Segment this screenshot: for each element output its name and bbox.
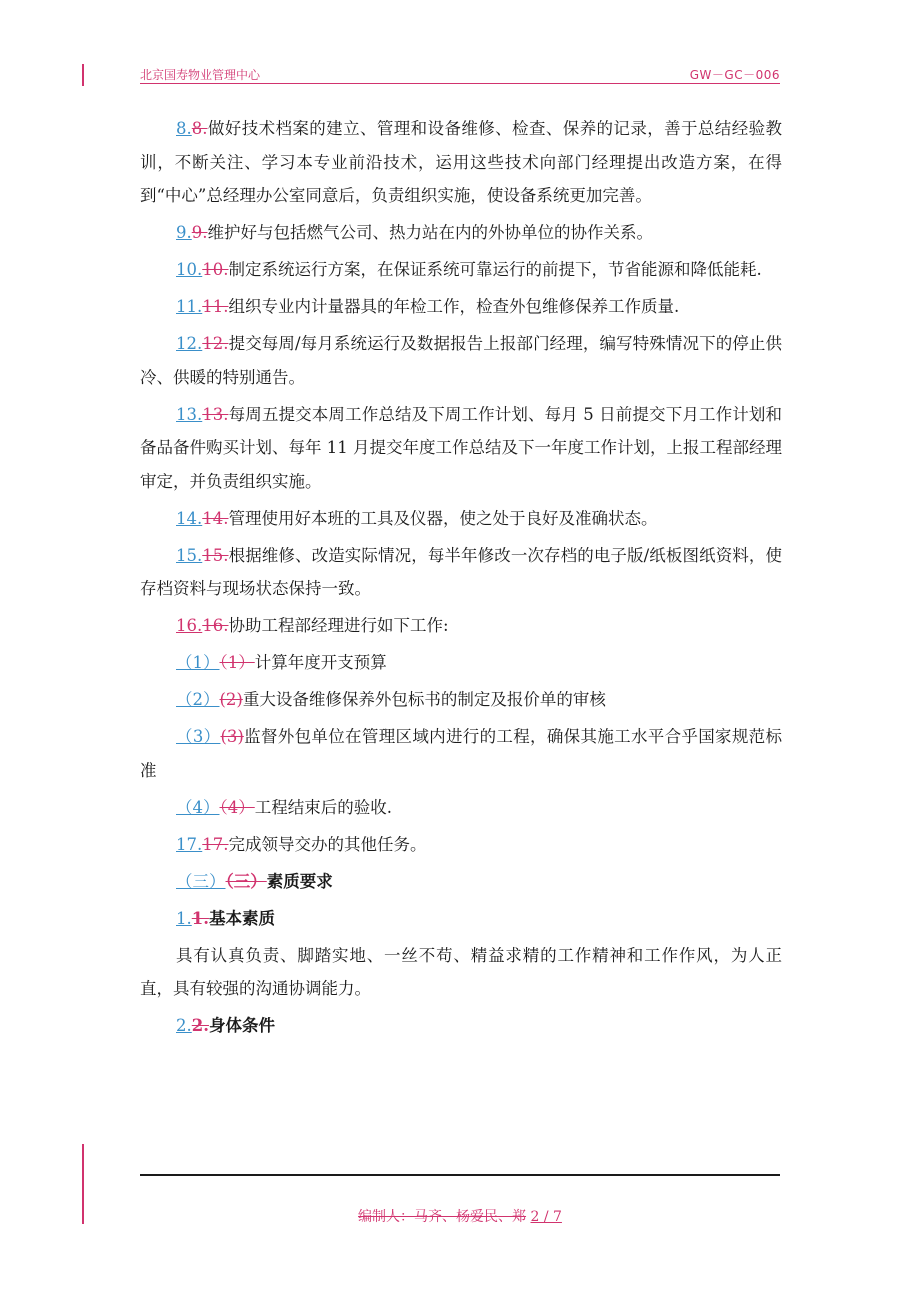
subsection-title: 基本素质 [208,908,275,928]
deleted-number: 12. [202,334,229,353]
inserted-number: （三） [176,871,226,891]
item-text: 管理使用好本班的工具及仪器，使之处于良好及准确状态。 [228,508,658,528]
section-title: 素质要求 [266,871,333,891]
deleted-number: 8. [191,119,208,138]
inserted-number: 2. [176,1016,192,1035]
deleted-number: (2) [219,690,243,709]
item-text: 工程结束后的验收. [254,797,392,817]
section-heading [140,865,782,899]
sub-list-item [140,683,782,717]
deleted-number: 2. [191,1016,209,1035]
item-text: 提交每周/每月系统运行及数据报告上报部门经理，编写特殊情况下的停止供冷、供暖的特别通告。 [140,334,782,387]
inserted-number: （3） [176,727,221,746]
inserted-number: 1. [176,908,192,928]
deleted-number: （1） [219,653,255,672]
list-item [140,253,782,287]
list-item [140,216,782,250]
deleted-number: 9. [191,223,208,242]
inserted-number: 13. [176,404,203,424]
inserted-number: 12. [176,334,203,353]
inserted-number: 16. [176,616,203,635]
deleted-number: 14. [202,508,229,528]
header-organization: 北京国寿物业管理中心 [140,68,261,82]
deleted-number: 17. [202,834,229,854]
inserted-number: （2） [176,690,220,709]
deleted-number: (3) [220,727,244,746]
inserted-number: 10. [176,260,203,279]
item-text: 监督外包单位在管理区域内进行的工程，确保其施工水平合乎国家规范标准 [140,727,782,780]
page-number: 2 / 7 [530,1209,562,1225]
header-doc-code: GW－GC－006 [689,68,780,82]
inserted-number: 14. [176,508,203,528]
deleted-number: 1. [191,908,209,928]
list-item [140,112,782,213]
subsection-heading [140,1009,782,1043]
sub-list-item [140,720,782,787]
item-text: 计算年度开支预算 [254,653,387,672]
item-text: 完成领导交办的其他任务。 [228,834,427,854]
list-item [140,828,782,862]
deleted-number: （4） [219,797,255,817]
list-item [140,502,782,536]
deleted-number: 11. [202,297,229,316]
margin-mark-top [82,64,84,86]
deleted-number: 13. [202,404,229,424]
item-text: 做好技术档案的建立、管理和设备维修、检查、保养的记录，善于总结经验教训，不断关注、学习本专业前沿技术，运用这些技术向部门经理提出改造方案，在得到“中心”总经理办公室同意后，负责组织实施，使设备系统更加完善。 [140,119,782,205]
page-header [140,66,780,84]
item-text: 根据维修、改造实际情况，每半年修改一次存档的电子版/纸板图纸资料，使存档资料与现场状态保持一致。 [140,545,782,598]
deleted-number: 16. [202,616,229,635]
sub-list-item [140,791,782,825]
item-text: 重大设备维修保养外包标书的制定及报价单的审核 [242,690,606,709]
list-item [140,539,782,606]
inserted-number: 17. [176,834,203,854]
document-body [140,112,782,1046]
inserted-number: （4） [176,797,220,817]
subsection-title: 身体条件 [208,1016,275,1035]
deleted-number: （三） [225,871,267,891]
list-item [140,609,782,643]
item-text: 维护好与包括燃气公司、热力站在内的外协单位的协作关系。 [207,223,653,242]
list-item [140,290,782,324]
item-text: 制定系统运行方案，在保证系统可靠运行的前提下，节省能源和降低能耗. [228,260,762,279]
deleted-number: 10. [202,260,229,279]
subsection-heading [140,902,782,936]
footer-rule [140,1174,780,1176]
inserted-number: 9. [176,223,192,242]
footer-author: 编制人：马齐、杨爱民、郑 [358,1209,527,1225]
page-footer [0,1206,920,1226]
item-text: 组织专业内计量器具的年检工作，检查外包维修保养工作质量. [228,297,680,316]
list-item [140,327,782,394]
header-rule [140,83,780,84]
item-text: 协助工程部经理进行如下工作: [228,616,449,635]
body-paragraph: 具有认真负责、脚踏实地、一丝不苟、精益求精的工作精神和工作作风，为人正直，具有较强的沟通协调能力。 [140,945,782,998]
deleted-number: 15. [202,545,229,565]
inserted-number: 15. [176,545,203,565]
sub-list-item [140,646,782,680]
list-item [140,398,782,499]
inserted-number: （1） [176,653,220,672]
item-text: 每周五提交本周工作总结及下周工作计划、每月 5 日前提交下月工作计划和备品备件购买计划、每年 11 月提交年度工作总结及下一年度工作计划，上报工程部经理审定，并负责组织实施。 [140,404,782,491]
inserted-number: 8. [176,119,192,138]
inserted-number: 11. [176,297,203,316]
